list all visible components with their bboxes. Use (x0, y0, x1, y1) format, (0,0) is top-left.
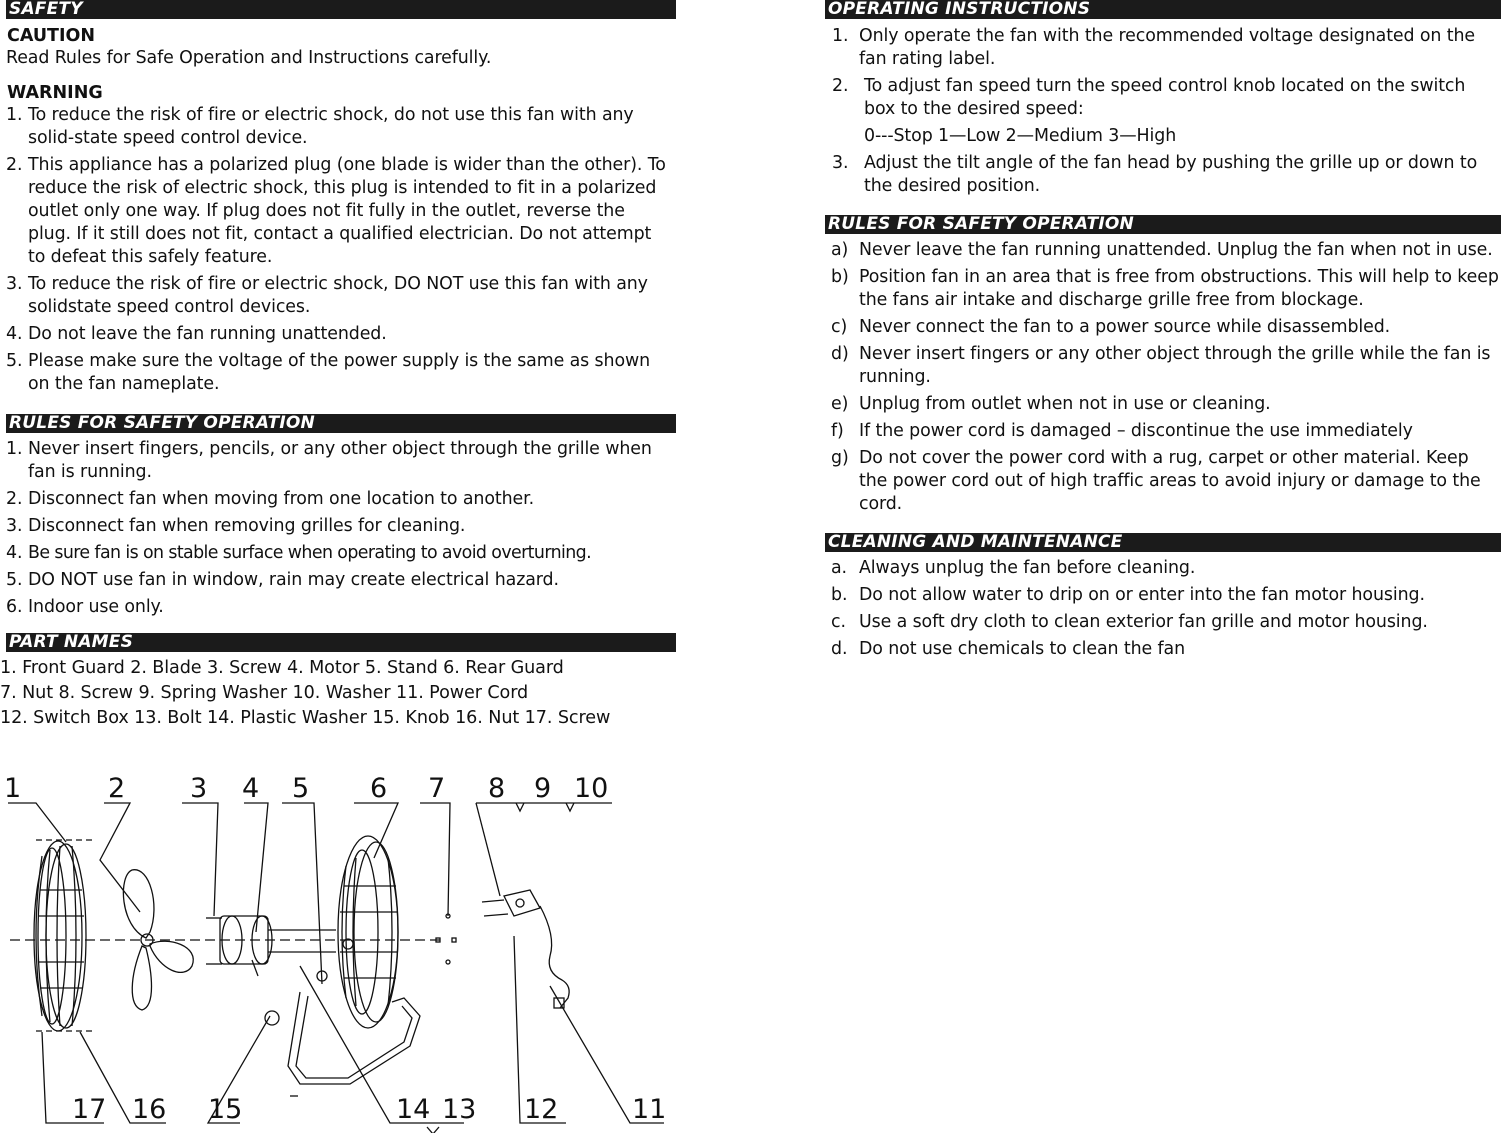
list-item (825, 25, 1501, 71)
operating-list (825, 25, 1501, 198)
callout-label-17: 17 (72, 1094, 107, 1125)
caution-text: Read Rules for Safe Operation and Instructions carefully. (6, 48, 492, 68)
item-text: To reduce the risk of fire or electric shock, do not use this fan with any solid-state speed control device. (28, 105, 634, 148)
item-text: Do not use chemicals to clean the fan (859, 639, 1186, 659)
item-number: 3. (6, 516, 23, 536)
item-text: Position fan in an area that is free from obstructions. This will help to keep the fans air intake and discharge grille free from blockage. (859, 267, 1499, 310)
item-number: a) (831, 240, 849, 260)
list-item (825, 393, 1501, 416)
item-number: 3. (6, 274, 23, 294)
item-text: Never insert fingers or any other object through the grille while the fan is running. (859, 344, 1491, 387)
list-item (825, 152, 1501, 198)
item-text: Adjust the tilt angle of the fan head by pushing the grille up or down to the desired position. (864, 153, 1478, 196)
callout-label-15: 15 (208, 1094, 243, 1125)
operating-header (825, 0, 1501, 19)
callout-label-9: 9 (534, 773, 552, 804)
list-item (6, 154, 668, 269)
callout-label-7: 7 (428, 773, 446, 804)
item-number: g) (831, 448, 849, 468)
warning-title: WARNING (7, 83, 103, 103)
item-text: Never connect the fan to a power source while disassembled. (859, 317, 1391, 337)
rules-right-list (825, 239, 1501, 516)
item-text: Do not leave the fan running unattended. (28, 324, 387, 344)
item-text: Use a soft dry cloth to clean exterior fan grille and motor housing. (859, 612, 1428, 632)
part-names-header-label: PART NAMES (9, 632, 134, 652)
list-item (825, 75, 1501, 148)
list-item (6, 596, 676, 619)
item-number: 1. (6, 439, 23, 459)
list-item (6, 104, 668, 150)
callout-label-16: 16 (132, 1094, 167, 1125)
list-item (825, 638, 1501, 661)
item-text: Disconnect fan when removing grilles for cleaning. (28, 516, 466, 536)
item-text: Only operate the fan with the recommended voltage designated on the fan rating label. (859, 26, 1476, 69)
list-item (825, 447, 1501, 516)
safety-header-label: SAFETY (9, 0, 83, 19)
part-names-line: 1. Front Guard 2. Blade 3. Screw 4. Motor 5. Stand 6. Rear Guard (0, 658, 564, 678)
callout-label-4: 4 (242, 773, 260, 804)
item-text: Unplug from outlet when not in use or cleaning. (859, 394, 1271, 414)
list-item (6, 323, 668, 346)
item-text: To adjust fan speed turn the speed control knob located on the switch box to the desired speed: (864, 76, 1466, 119)
item-text: Do not allow water to drip on or enter into the fan motor housing. (859, 585, 1425, 605)
cleaning-header-label: CLEANING AND MAINTENANCE (828, 532, 1123, 552)
list-item (825, 584, 1501, 607)
list-item (6, 273, 668, 319)
cleaning-header (825, 533, 1501, 552)
rules-right-header-label: RULES FOR SAFETY OPERATION (828, 214, 1134, 234)
item-text: Do not cover the power cord with a rug, carpet or other material. Keep the power cord out of high traffic areas to avoid injury or damage to the cord. (859, 448, 1481, 514)
item-text: This appliance has a polarized plug (one blade is wider than the other). To reduce the risk of electric shock, this plug is intended to fit in a polarized outlet only one way. If plug does not fit fully in the outlet, reverse the plug. If it still does not fit, contact a qualified electrician. Do not attempt to defeat this safely feature. (28, 155, 666, 267)
list-item (6, 569, 676, 592)
callout-label-2: 2 (108, 773, 126, 804)
part-names-line: 12. Switch Box 13. Bolt 14. Plastic Washer 15. Knob 16. Nut 17. Screw (0, 708, 611, 728)
list-item (6, 350, 668, 396)
item-number: d) (831, 344, 849, 364)
item-number: 1. (6, 105, 23, 125)
item-number: 2. (6, 489, 23, 509)
item-text: Please make sure the voltage of the power supply is the same as shown on the fan nameplate. (28, 351, 651, 394)
item-number: 1. (832, 26, 849, 46)
list-item (825, 420, 1501, 443)
item-number: 2. (832, 76, 849, 96)
list-item (6, 438, 676, 484)
rules-left-list (6, 438, 676, 619)
rules-right-header (825, 215, 1501, 234)
operating-header-label: OPERATING INSTRUCTIONS (828, 0, 1091, 19)
item-number: e) (831, 394, 849, 414)
item-number: d. (831, 639, 848, 659)
list-item (825, 611, 1501, 634)
diagram-labels (4, 773, 666, 1125)
callout-label-6: 6 (370, 773, 388, 804)
item-number: 2. (6, 155, 23, 175)
list-item (825, 343, 1501, 389)
item-number: 3. (832, 153, 849, 173)
item-number: 5. (6, 570, 23, 590)
right-column (825, 0, 1501, 665)
item-text: Never insert fingers, pencils, or any other object through the grille when fan is running. (28, 439, 652, 482)
item-text: To reduce the risk of fire or electric shock, DO NOT use this fan with any solidstate speed control devices. (28, 274, 648, 317)
safety-header (6, 0, 676, 19)
callout-label-13: 13 (442, 1094, 477, 1125)
item-number: 6. (6, 597, 23, 617)
item-text: If the power cord is damaged – discontinue the use immediately (859, 421, 1413, 441)
item-number: 4. (6, 324, 23, 344)
item-text: Disconnect fan when moving from one location to another. (28, 489, 534, 509)
item-number: c) (831, 317, 848, 337)
item-text: DO NOT use fan in window, rain may create electrical hazard. (28, 570, 559, 590)
item-text: Never leave the fan running unattended. Unplug the fan when not in use. (859, 240, 1493, 260)
callout-label-3: 3 (190, 773, 208, 804)
list-item (6, 515, 676, 538)
callout-label-5: 5 (292, 773, 310, 804)
callout-label-12: 12 (524, 1094, 559, 1125)
item-number: b. (831, 585, 848, 605)
item-text: Indoor use only. (28, 597, 164, 617)
exploded-parts-diagram (0, 766, 680, 1133)
callout-label-1: 1 (4, 773, 22, 804)
item-number: a. (831, 558, 847, 578)
list-item (6, 488, 676, 511)
cleaning-list (825, 557, 1501, 661)
item-text: Be sure fan is on stable surface when operating to avoid overturning. (28, 543, 592, 563)
callout-label-11: 11 (632, 1094, 667, 1125)
callout-label-10: 10 (574, 773, 609, 804)
part-names-line: 7. Nut 8. Screw 9. Spring Washer 10. Washer 11. Power Cord (0, 683, 529, 703)
callout-label-8: 8 (488, 773, 506, 804)
diagram-drawing (8, 803, 667, 1133)
part-names-list (0, 656, 676, 731)
list-item (825, 316, 1501, 339)
item-number: c. (831, 612, 846, 632)
caution-title: CAUTION (7, 26, 96, 46)
warning-list (6, 104, 676, 396)
rules-left-header (6, 414, 676, 433)
item-number: 4. (6, 543, 23, 563)
left-column (0, 0, 676, 731)
list-item (6, 542, 676, 565)
speed-settings: 0---Stop 1—Low 2—Medium 3—High (864, 126, 1177, 146)
item-number: 5. (6, 351, 23, 371)
item-number: b) (831, 267, 849, 287)
item-text: Always unplug the fan before cleaning. (859, 558, 1196, 578)
part-names-header (6, 633, 676, 652)
item-number: f) (831, 421, 844, 441)
callout-label-14: 14 (396, 1094, 431, 1125)
rules-left-header-label: RULES FOR SAFETY OPERATION (9, 413, 315, 433)
list-item (825, 557, 1501, 580)
list-item (825, 239, 1501, 262)
list-item (825, 266, 1501, 312)
